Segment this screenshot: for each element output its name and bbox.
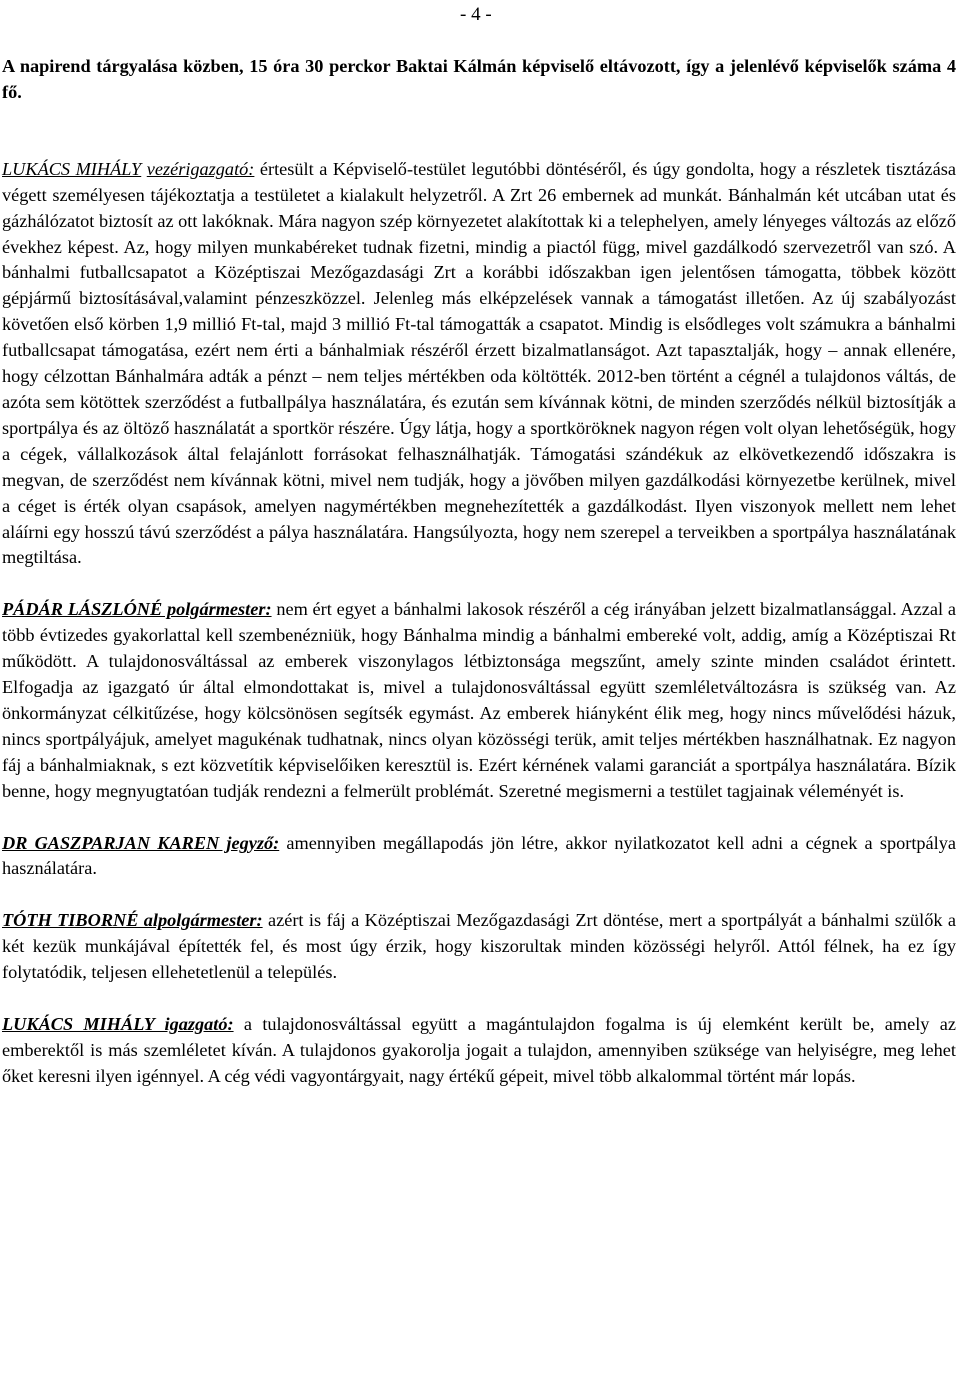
statement-padar [2, 597, 956, 804]
statement-lukacs-2 [2, 1012, 956, 1090]
document-body [2, 54, 956, 1116]
speaker-label [2, 159, 254, 179]
page-number: - 4 - [460, 4, 492, 25]
speaker-label: LUKÁCS MIHÁLY igazgató: [2, 1014, 234, 1035]
speaker-name: LUKÁCS MIHÁLY [2, 158, 142, 179]
statement-text: nem ért egyet a bánhalmi lakosok részéről a cég irányában jelzett bizalmatlansággal. Azzal a több évtizedes gyakorlattal kell szembenézniük, hogy Bánhalma mindig a bánhalmi embereké volt, addig, amíg a Középtiszai Rt működött. A tulajdonosváltással az emberek viszonylagos létbiztonsága megszűnt, amely szinte minden családot érintett. Elfogadja az igazgató úr által elmondottakat is, mivel a tulajdonosváltással együtt szemléletváltozásra is szükség van. Az önkormányzat célkitűzése, hogy kölcsönösen segítsék egymást. Az emberek hiányként élik meg, hogy nincs művelődési házuk, nincs sportpályájuk, amelyet magukénak tudhatnak, nincs olyan közösségi terük, amit teljes mértékben használhatnak. Ez nagyon fáj a bánhalmiaknak, s ezt közvetítik képviselőiken keresztül is. Ezért kérnének valami garanciát a sportpálya használatára. Bízik benne, hogy megnyugtatóan tudják rendezni a felmerült problémát. Szeretné megismerni a testület tagjainak véleményét is. [2, 599, 956, 801]
statement-text: amennyiben megállapodás jön létre, akkor nyilatkozatot kell adni a cégnek a sportpálya használatára. [2, 832, 956, 879]
statement-text: a tulajdonosváltással együtt a magántulajdon fogalma is új elemként került be, amely az emberektől is más szemléletet kíván. A tulajdonos gyakorolja jogait a tulajdon, amennyiben szüksége van helyiségre, meg lehet őket keresni ilyen igénnyel. A cég védi vagyontárgyait, nagy értékű gépeit, mivel több alkalommal történt már lopás. [2, 1014, 956, 1086]
attendance-note: A napirend tárgyalása közben, 15 óra 30 perckor Baktai Kálmán képviselő eltávozott, így a jelenlévő képviselők száma 4 fő. [2, 56, 956, 102]
statement-toth [2, 908, 956, 986]
statement-lukacs-1 [2, 157, 956, 572]
statement-gaszparjan [2, 831, 956, 883]
statement-text: azért is fáj a Középtiszai Mezőgazdasági Zrt döntése, mert a sportpályát a bánhalmi szülők a két kezük munkájával építették fel, és most úgy érzik, hogy kiszorultak minden közösségi helyről. Attól félnek, ha ez így folytatódik, teljesen ellehetetlenül a település. [2, 910, 957, 983]
speaker-role: vezérigazgató: [146, 158, 255, 179]
speaker-label: TÓTH TIBORNÉ alpolgármester: [2, 910, 263, 931]
speaker-label: PÁDÁR LÁSZLÓNÉ polgármester: [2, 599, 272, 620]
speaker-label: DR GASZPARJAN KAREN jegyző: [2, 832, 280, 853]
statement-text: értesült a Képviselő-testület legutóbbi döntéséről, és úgy gondolta, hogy a részletek tisztázása végett személyesen tájékoztatja a testületet a kialakult helyzetről. A Zrt 26 embernek ad munkát. Bánhalmán két utcában utat és gázhálózatot biztosít az ott lakóknak. Mára nagyon szép környezetet alakítottak ki a telephelyen, amely lényeges változás az előző évekhez képest. Az, hogy milyen munkabéreket tudnak fizetni, mindig a piactól függ, mivel gazdálkodó szervezetről van szó. A bánhalmi futballcsapatot a Középtiszai Mezőgazdasági Zrt a korábbi időszakban igen jelentősen támogatta, többek között gépjármű biztosításával,valamint pénzeszközzel. Jelenleg más elképzelések vannak a támogatást illetően. Az új szabályozást követően első körben 1,9 millió Ft-tal, majd 3 millió Ft-tal támogatták a csapatot. Mindig is elsődleges volt számukra a bánhalmi futballcsapat támogatása, ezért nem érti a bánhalmiak részéről érzett bizalmatlanságot. Azt tapasztalják, hogy – annak ellenére, hogy célzottan Bánhalmára adták a pénzt – nem teljes mértékben oda költötték. 2012-ben történt a cégnél a tulajdonos váltás, de azóta sem kötöttek szerződést a futballpálya használatára, és ezután sem kívánnak kötni, de minden szerződés nélkül biztosítják a sportpálya és az öltöző használatát a sportkör részére. Úgy látja, hogy a sportköröknek nagyon régen volt olyan lehetőségük, hogy a cégek, vállalkozások által felajánlott forrásokat felhasználhatják. Támogatási szándékuk az elkövetkezendő időszakra is megvan, de szerződést nem kívánnak kötni, mivel nem tudják, hogy a jövőben milyen gazdálkodási környezetbe kerülnek, mivel a céget is érték olyan csapások, amelyen nagymértékben megnehezítették a gazdálkodást. Ilyen viszonyok mellett nem lehet aláírni egy hosszú távú szerződést a pálya használatára. Hangsúlyozta, hogy nem szerepel a terveikben a sportpálya használatának megtiltása. [2, 158, 957, 568]
